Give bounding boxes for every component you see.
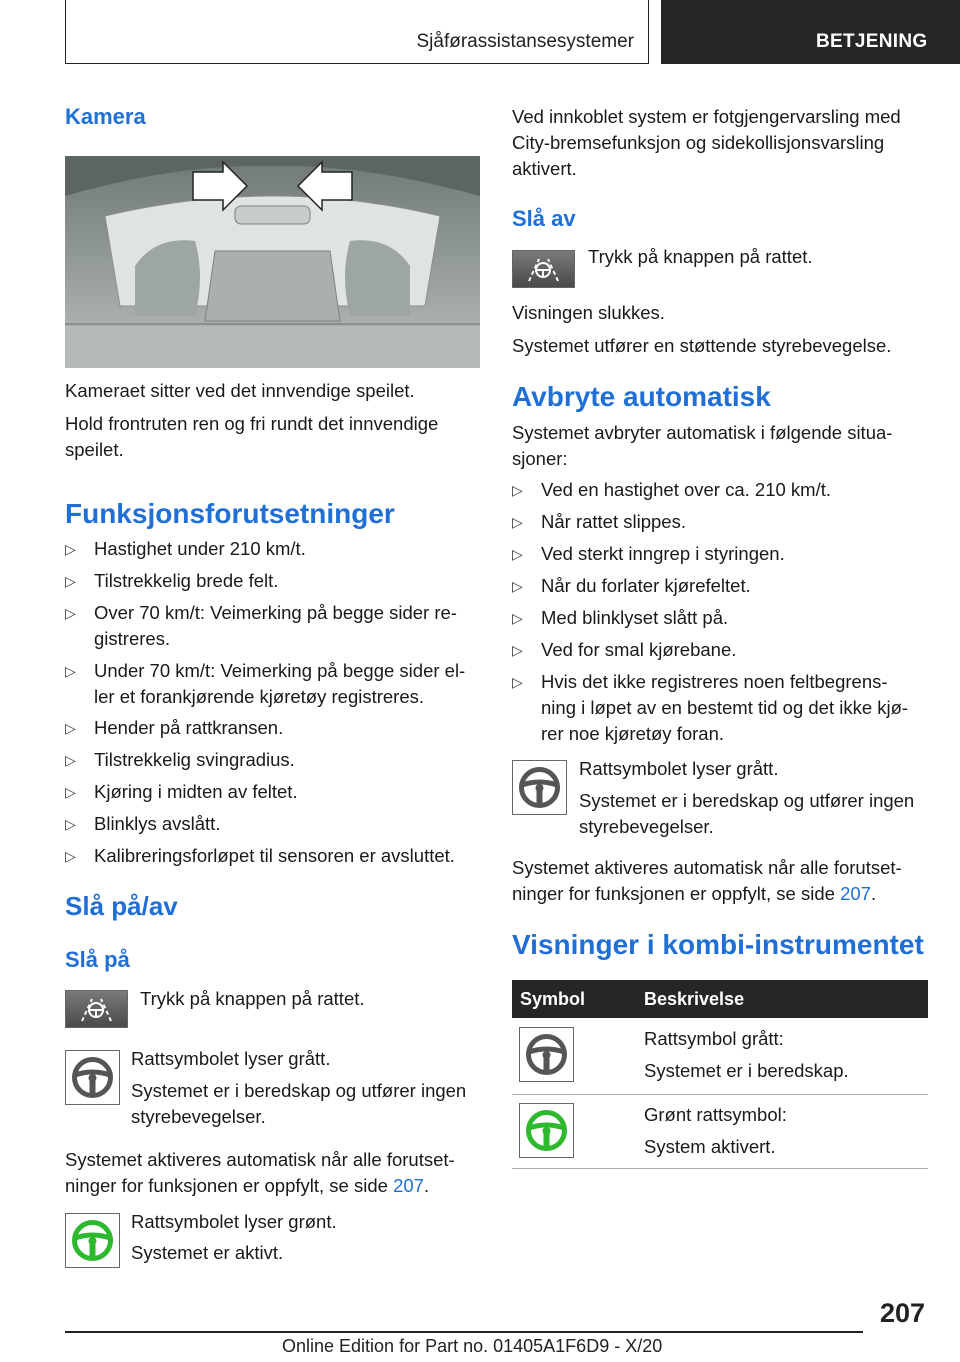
bullet-triangle-icon: ▷	[65, 573, 76, 589]
grey-wheel-text-1: Rattsymbolet lyser grått.	[131, 1048, 331, 1069]
kamera-paragraph-2b: speilet.	[65, 439, 124, 460]
table-cell-description-2: Systemet er i beredskap.	[644, 1060, 849, 1081]
auto-activation-text-2: ninger for funksjonen er oppfylt, se side 207.	[65, 1175, 430, 1196]
bullet-triangle-icon: ▷	[512, 482, 523, 498]
bullet-triangle-icon: ▷	[512, 514, 523, 530]
auto-activation-text-2: ninger for funksjonen er oppfylt, se side 207.	[512, 883, 877, 904]
off-text-1: Visningen slukkes.	[512, 302, 665, 323]
header-chapter-box	[661, 0, 960, 64]
footer-rule	[65, 1331, 863, 1333]
bullet-triangle-icon: ▷	[65, 752, 76, 768]
intro-text-2: City-bremsefunksjon og sidekollisjonsvarsling	[512, 132, 885, 153]
intro-text-1: Ved innkoblet system er fotgjengervarsling med	[512, 106, 901, 127]
bullet-triangle-icon: ▷	[512, 610, 523, 626]
bullet-triangle-icon: ▷	[65, 784, 76, 800]
off-text-2: Systemet utfører en støttende styrebevegelse.	[512, 335, 892, 356]
sla-pa-heading: Slå på	[65, 947, 130, 972]
bullet-triangle-icon: ▷	[512, 674, 523, 690]
table-header	[512, 980, 928, 1018]
table-header-beskrivelse: Beskrivelse	[644, 989, 745, 1009]
intro-text-3: aktivert.	[512, 158, 577, 179]
table-header-symbol: Symbol	[520, 989, 586, 1009]
bullet-triangle-icon: ▷	[512, 546, 523, 562]
bullet-triangle-icon: ▷	[65, 848, 76, 864]
footer-edition: Online Edition for Part no. 01405A1F6D9 - X/20	[282, 1336, 663, 1356]
bullet-triangle-icon: ▷	[512, 578, 523, 594]
grey-wheel-text-2: Systemet er i beredskap og utfører ingen	[131, 1080, 467, 1101]
grey-wheel-text-3: styrebevegelser.	[579, 816, 714, 837]
green-wheel-text-2: Systemet er aktivt.	[131, 1242, 284, 1263]
avbryte-heading: Avbryte automatisk	[512, 381, 771, 412]
kamera-paragraph-1: Kameraet sitter ved det innvendige speilet.	[65, 380, 415, 401]
sla-av-heading: Slå av	[512, 206, 576, 231]
sla-pa-av-heading: Slå på/av	[65, 891, 178, 921]
car-interior-illustration	[65, 156, 480, 368]
bullet-triangle-icon: ▷	[65, 605, 76, 621]
bullet-triangle-icon: ▷	[512, 642, 523, 658]
steering-wheel-green-icon	[519, 1103, 574, 1158]
avbryte-text-1: Systemet avbryter automatisk i følgende situa-	[512, 422, 893, 443]
page-number: 207	[880, 1298, 926, 1328]
bullet-triangle-icon: ▷	[65, 541, 76, 557]
steering-wheel-grey-icon	[519, 1027, 574, 1082]
steering-wheel-grey-icon	[65, 1050, 120, 1105]
camera-photo	[65, 156, 480, 368]
avbryte-text-2: sjoner:	[512, 448, 568, 469]
grey-wheel-text-2: Systemet er i beredskap og utfører ingen	[579, 790, 915, 811]
lane-assist-button-icon	[512, 250, 575, 288]
kamera-paragraph-2a: Hold frontruten ren og fri rundt det innvendige	[65, 413, 439, 434]
header-chapter-title: BETJENING	[816, 31, 928, 52]
auto-activation-text-1: Systemet aktiveres automatisk når alle forutset-	[512, 857, 902, 878]
header-section-box	[65, 0, 649, 64]
header-section-title: Sjåførassistansesystemer	[416, 31, 634, 52]
auto-activation-text-1: Systemet aktiveres automatisk når alle forutset-	[65, 1149, 455, 1170]
green-wheel-text-1: Rattsymbolet lyser grønt.	[131, 1211, 337, 1232]
funksjonsforutsetninger-heading: Funksjonsforutsetninger	[65, 498, 395, 529]
page-reference-link[interactable]: 207	[393, 1175, 424, 1196]
bullet-triangle-icon: ▷	[65, 663, 76, 679]
table-cell-description-1: Grønt rattsymbol:	[644, 1104, 787, 1125]
steering-wheel-grey-icon	[512, 760, 567, 815]
table-cell-description-2: System aktivert.	[644, 1136, 776, 1157]
visninger-heading: Visninger i kombi-instrumentet	[512, 929, 924, 960]
sla-av-instruction: Trykk på knappen på rattet.	[588, 246, 813, 267]
kamera-heading: Kamera	[65, 104, 146, 129]
bullet-triangle-icon: ▷	[65, 720, 76, 736]
bullet-triangle-icon: ▷	[65, 816, 76, 832]
grey-wheel-text-3: styrebevegelser.	[131, 1106, 266, 1127]
table-divider	[512, 1094, 928, 1095]
sla-pa-instruction: Trykk på knappen på rattet.	[140, 988, 365, 1009]
grey-wheel-text-1: Rattsymbolet lyser grått.	[579, 758, 779, 779]
page-reference-link[interactable]: 207	[840, 883, 871, 904]
table-cell-description-1: Rattsymbol grått:	[644, 1028, 784, 1049]
lane-assist-button-icon	[65, 990, 128, 1028]
table-divider	[512, 1168, 928, 1169]
steering-wheel-green-icon	[65, 1213, 120, 1268]
